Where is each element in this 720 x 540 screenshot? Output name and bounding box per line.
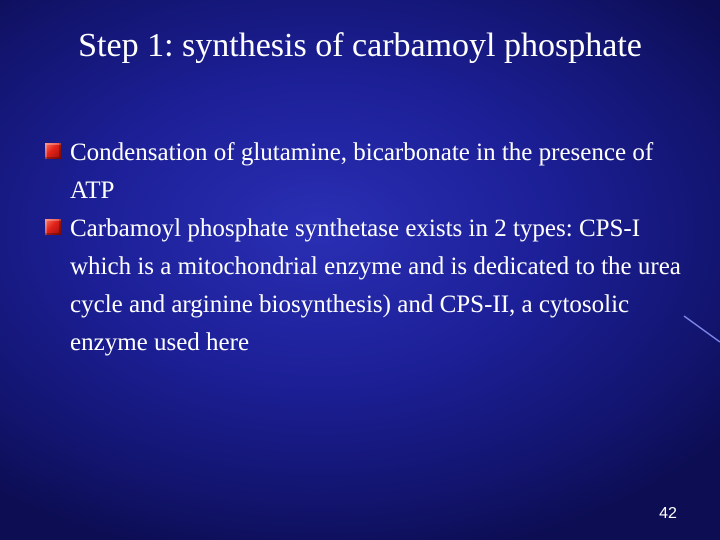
decorative-accent-line (680, 300, 720, 360)
bullet-list (44, 134, 684, 362)
page-number: 42 (659, 505, 677, 522)
bullet-item (44, 134, 684, 210)
red-square-bullet-icon (45, 143, 61, 159)
red-square-bullet-icon (45, 219, 61, 235)
bullet-text: Carbamoyl phosphate synthetase exists in 2 types: CPS-I which is a mitochondrial enzyme and is dedicated to the urea cycle and arginine biosynthesis) and CPS-II, a cytosolic enzyme used here (70, 215, 681, 356)
bullet-item (44, 210, 684, 362)
slide-title: Step 1: synthesis of carbamoyl phosphate (78, 27, 642, 64)
bullet-text: Condensation of glutamine, bicarbonate in the presence of ATP (70, 139, 654, 204)
